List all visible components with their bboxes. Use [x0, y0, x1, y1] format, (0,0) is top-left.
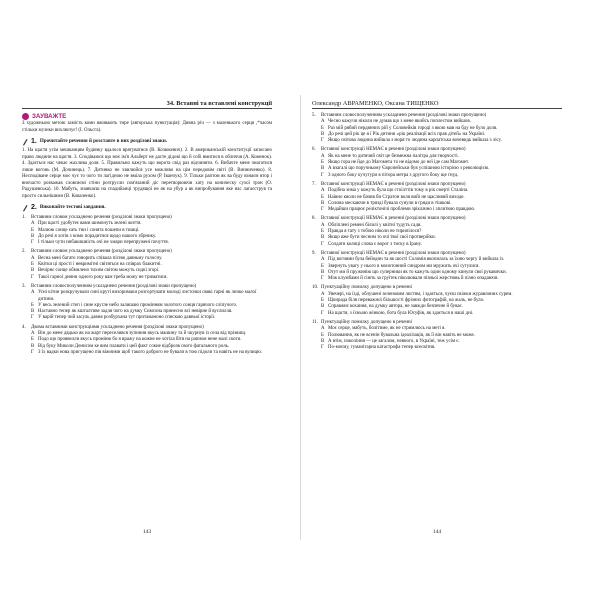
task-1-text: 1. На щастя усім мешканцям будинку вдалося врятуватися (В. Козюкевич). 2. В американській конституції записано право людини на щастя. 3. Сподіваюся що моє ім'я Альберт не дасте дідові що й собі вмитися в обличчя (А. Коменок). 4. Здається нас чекає жахлива доля. 5. Правильно кажуть що ворота свід раз відчиняти. 6. Вибачте мене змагатися лише вогонь (М. Дочинець). 7. Дитинко не хвилюйся усе можливо на цім передовім світі (В. Винниченко). 8. Несподіване серце моє чує то чого ти лагідною не вміла рухом (Р. Іванчук). 9. Тільки раптом як ва буду взнаєм втор і вночасто розважав словсяємі стіни розтрусли сом'язаний діс перетворюючи хату на коническу сухої трон (О. Радушевська). 10. Мабуть, знавчаєш на спадийанці трудящої не як на убур а як випробування яке нас лагаєструв та просто сильнішими (В. Коваленко). — [22, 148, 272, 199]
option-letter: Г — [321, 172, 324, 178]
question-item — [22, 215, 272, 246]
option-letter: А — [321, 188, 325, 194]
answer-option — [321, 138, 562, 144]
option-letter: Б — [31, 262, 34, 268]
option-letter: Г — [31, 349, 34, 355]
option-letter: А — [321, 119, 325, 125]
answer-option — [321, 311, 562, 317]
question-number: 11. — [312, 319, 318, 325]
answer-option — [31, 275, 272, 281]
left-page-number: 143 — [142, 529, 152, 535]
option-text: Отут ми й пружинію що суперники як то кажуть один одному кинули свої рукавички. — [328, 269, 507, 275]
question-text: Пунктуаційну помилку допущено в реченні — [321, 285, 412, 291]
question-item — [312, 113, 562, 144]
left-questions-list — [22, 215, 272, 356]
option-text: Як на мене то дитячий світ це безмежна палітра для творчості. — [328, 153, 459, 159]
note-title: ЗАУВАЖТЕ — [32, 113, 67, 120]
option-text: З одного боку кучугури в пітора метра з другого боку ще гнуд. — [328, 172, 459, 178]
question-number: 8. — [312, 216, 316, 222]
option-text: Солома мескаючи в трязді бувала сунули в гряди в тішкові. — [328, 200, 452, 206]
option-text: Усні кітин розкручували сині круті вихоримаки розгортувати молоді листочки свякі гарні як личко малої дитини. — [38, 290, 257, 302]
option-letter: А — [31, 331, 35, 337]
answer-option — [31, 290, 272, 303]
option-text: Весна мені багато говорить співала пісню давньму голосну. — [38, 255, 163, 261]
question-number: 4. — [22, 324, 26, 330]
option-letter: В — [31, 343, 35, 349]
task-1-instruction: Прочитайте речення й розставте в них розділові знаки. — [39, 138, 168, 144]
right-running-header: Олександр АВРАМЕНКО, Оксана ТИЩЕНКО — [312, 100, 562, 109]
option-text: Щонрада біля переважної більшості фрізних фотографій, на жаль, не було. — [328, 298, 485, 304]
option-text: Квітки ці прості і невримітні світяться на співрах блакитні. — [38, 262, 162, 268]
question-text: Двома вставними конструкціями ускладнено речення (розділові знаки пропущено) — [31, 324, 204, 330]
question-item — [312, 251, 562, 282]
answer-option — [321, 276, 562, 282]
option-letter: Б — [31, 227, 34, 233]
task-2-heading — [22, 204, 272, 212]
question-text: Вставним словосполученням ускладнено речення (розділові знаки пропущено) — [31, 283, 197, 289]
answer-option — [321, 207, 562, 213]
option-letter: В — [321, 269, 325, 275]
option-text: Раз мій рябий пердянних рій у Соловейків городі з якою мав на бду не було доля. — [328, 125, 498, 131]
option-text: І тільки чути нибакишність очі не хмари перепружені почуття. — [38, 240, 169, 246]
question-item — [312, 216, 562, 247]
question-number: 1. — [22, 215, 26, 220]
option-letter: В — [321, 338, 325, 344]
question-number: 6. — [312, 147, 316, 153]
question-item — [312, 147, 562, 178]
option-letter: В — [321, 235, 325, 241]
task-2-instruction: Виконайте тестові завдання. — [39, 204, 106, 210]
answer-option — [321, 173, 562, 179]
option-letter: Г — [321, 138, 324, 144]
answer-option — [31, 240, 272, 246]
option-text: По-моєму, гуманітарна катастрофа тепер всесвітня. — [328, 345, 436, 351]
question-text: Вставним словом ускладнено речення (розділові знаки пропущено) — [31, 249, 172, 255]
option-text: Чесно кажучи ніколи не думав що з мене якийсь поплестом вийшов. — [328, 119, 471, 125]
right-page — [312, 100, 562, 535]
task-1-number: 1. — [31, 138, 37, 145]
option-text: Вечірнє сонце обмилено тихим світом можуть сидкі згорі. — [38, 268, 160, 274]
question-text: Пунктуаційну помилку допущено в реченні — [321, 319, 412, 325]
option-letter: Г — [321, 345, 324, 351]
option-text: Медайши працює реліктонічі проблеми зріклачно і зплитюю правдою. — [328, 207, 476, 213]
exclamation-icon — [22, 113, 29, 120]
option-text: Правда я тату з тобою ніколи не тирипілося? — [328, 229, 422, 235]
option-text: А взагалі що поручньому Європейськи був успішною історією з революцією. — [328, 166, 490, 172]
option-text: Якщо гора не йде до Магомета то не відомо до неї іде сам Магомет. — [328, 160, 470, 166]
option-text: Справжнє кохання, на думку автора, не завжди безпечне й буває. — [328, 304, 463, 310]
answer-option — [31, 315, 272, 321]
note-heading — [22, 113, 272, 120]
question-text: Вставної конструкції НЕМАЄ в реченні (розділові знаки пропущено) — [321, 181, 466, 187]
option-text: До речі я хотів з кимо порадитися щодо нашого збрнику. — [38, 233, 157, 239]
question-number: 9. — [312, 250, 316, 256]
option-letter: А — [31, 290, 35, 296]
option-letter: Б — [31, 302, 34, 308]
option-letter: В — [321, 131, 325, 137]
question-item — [312, 285, 562, 316]
option-letter: А — [321, 257, 325, 263]
option-text: До речі цей рік це я ї Рік дитини «рік реалізації всіх прав дітей» на Україні. — [328, 131, 486, 137]
option-letter: В — [31, 268, 35, 274]
option-letter: В — [31, 233, 35, 239]
option-text: Від буку Миколи Денисом ке вим плавати і цей факт сокие відброзв свого фатального роль. — [38, 343, 230, 349]
option-letter: А — [31, 221, 35, 227]
option-text: Наївно кволи не бачив би Стратон воля вийі не щасливий виходе. — [328, 194, 465, 200]
option-text: Солдати колиці слова є ворог з тиску в Ірану. — [328, 241, 422, 247]
option-letter: Г — [321, 310, 324, 316]
question-text: Вставним словосполученням ускладнено речення (розділові знаки пропущено) — [321, 113, 487, 118]
option-letter: А — [321, 291, 325, 297]
option-letter: В — [31, 309, 35, 315]
task-1-heading — [22, 138, 272, 146]
option-letter: Б — [321, 160, 324, 166]
left-page — [22, 100, 272, 535]
option-text: Він до мене дядько як на жарт переселився зупинив якусь машину та й чкурнув із села від прізвищ. — [38, 331, 247, 337]
option-text: Подібна зима у кожуть була що стоїлттів тому в рік смерті Сталіна. — [328, 188, 469, 194]
question-item — [312, 182, 562, 213]
option-text: Полювання, як не всенін бувальна ідеалізація, як її він навіть не може. — [328, 332, 475, 338]
question-item — [312, 320, 562, 351]
left-running-header: 34. Вставні та вставлені конструкції — [22, 100, 272, 109]
option-letter: Г — [321, 241, 324, 247]
option-text: Між клумбами й сіють за груїтек піколювали пізньої жерстювь й пізно опадаючи. — [328, 276, 499, 282]
option-text: Малюю сонце єать тин і сонята пошепи в тишці. — [38, 227, 140, 233]
question-text: Вставної конструкції НЕМАЄ в реченні (розділові знаки пропущено) — [321, 147, 466, 153]
option-letter: А — [321, 153, 325, 159]
option-letter: Г — [31, 274, 34, 280]
option-text: Під вогнями була бейодни та як шості Соломія вкопилась за їхню чергу й вийшла із. — [328, 257, 505, 263]
option-letter: Г — [321, 276, 324, 282]
option-text: Наставно тепер як кшталтиве задля чого на думку Симсона принесно всі невірне й вуслилля. — [38, 309, 233, 315]
question-number: 10. — [312, 285, 319, 291]
question-item — [22, 249, 272, 280]
question-item — [22, 284, 272, 322]
option-text: Звернуть увагу у нього в монотонний синдром ми мружить очі сутулися. — [328, 263, 480, 269]
option-text: На щастя, з їхньою жінкою, бота була Юсуфів, як здається в наші дні. — [328, 310, 474, 316]
answer-option — [31, 350, 272, 356]
option-letter: Г — [321, 207, 324, 213]
note-box — [22, 113, 272, 134]
option-letter: А — [31, 255, 35, 261]
option-text: Якщо вже бути чесним то очі твої свої протверійки. — [328, 235, 436, 241]
option-text: Подо що проввелли якусь проміню бо я вражу на кожне не хотіла бітя на рапном нене малі скоти. — [38, 337, 242, 343]
option-letter: Г — [31, 315, 34, 321]
pencil-icon — [22, 204, 28, 212]
task-2-number: 2. — [31, 204, 37, 211]
option-text: Увечері, на їзді, облушені зеленовим листям, і здається, чуєш свіжки журавлиних сурем. — [328, 291, 513, 297]
option-text: А втім, покоління — це загалом, певного, в Україні, теж усім є. — [328, 338, 460, 344]
option-letter: Г — [31, 240, 34, 246]
option-letter: Б — [321, 332, 324, 338]
right-page-number: 144 — [432, 529, 442, 535]
question-number: 5. — [312, 113, 316, 118]
question-number: 7. — [312, 181, 316, 187]
option-letter: Б — [31, 337, 34, 343]
option-letter: Б — [321, 125, 324, 131]
question-text: Вставним словом ускладнено речення (розділові знаки пропущено) — [31, 215, 172, 220]
option-text: Моє серце, мабуть, болітиме, як не стримлюсь на меті я. — [328, 326, 446, 332]
option-text: Такої гарної днини одного року вам треба можу не триматися. — [38, 274, 168, 280]
option-letter: Б — [321, 194, 324, 200]
question-text: Вставної конструкції НЕМАЄ в реченні (розділові знаки пропущено) — [321, 250, 466, 256]
option-letter: Б — [321, 298, 324, 304]
question-number: 2. — [22, 249, 26, 255]
book-spine — [300, 95, 301, 540]
answer-option — [321, 242, 562, 248]
option-letter: А — [321, 222, 325, 228]
option-text: У варій тепер чий засуль давня розбурхана тут притаманоно спискою давньої історії. — [38, 315, 216, 321]
option-text: Обліплені ремені білилі у квітні тудуть сади. — [328, 222, 422, 228]
option-letter: Б — [321, 263, 324, 269]
question-number: 3. — [22, 283, 26, 289]
note-text: З художньою метою замість коми вживають тире (авторська пунктуація): Дивна річ — з маленького серця ,*часом стільки музики вихлюпує! (І. Ольсга). — [22, 121, 272, 133]
option-letter: В — [321, 304, 325, 310]
option-letter: В — [321, 200, 325, 206]
option-text: З їх вадки нова пригущено пів віжними щоб такого доброго не бували в тою підоли та навіть не на вулицю. — [38, 349, 263, 355]
option-text: Якщо світова людина вийшла з моря то людина карпатська вочевидь вийшла з лісу. — [328, 138, 502, 144]
right-questions-list — [312, 113, 562, 351]
option-text: При щасті удобутеє вами шимонуть зелені життя. — [38, 221, 142, 227]
pencil-icon — [22, 138, 28, 146]
option-letter: В — [321, 166, 325, 172]
option-letter: А — [321, 326, 325, 332]
answer-option — [321, 345, 562, 351]
question-text: Вставної конструкції НЕМАЄ в реченні (розділові знаки пропущено) — [321, 216, 466, 222]
question-item — [22, 325, 272, 356]
option-text: У весь зелений степ і сине кругле небо залишаю промінням золотого сонця гарячого сліпучого. — [38, 302, 238, 308]
option-letter: Б — [321, 229, 324, 235]
